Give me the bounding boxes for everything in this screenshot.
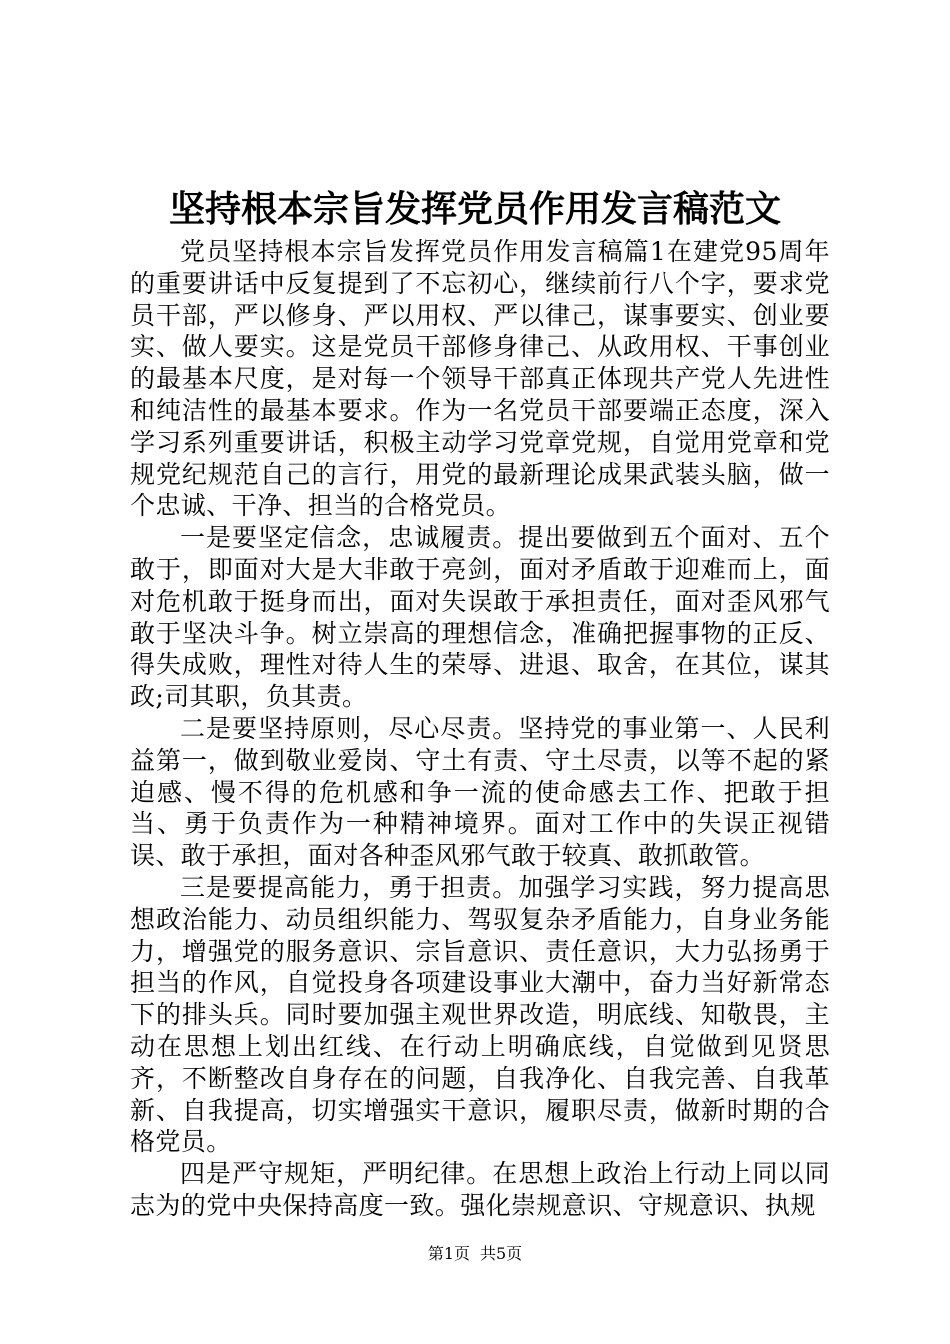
document-title: 坚持根本宗旨发挥党员作用发言稿范文	[168, 188, 781, 230]
paragraph-point-four: 四是严守规矩，严明纪律。在思想上政治上行动上同以同志为的党中央保持高度一致。强化崇规意识、守规意识、执规	[130, 1159, 830, 1220]
page-number-current: 第1页	[427, 1244, 470, 1263]
paragraph-point-one: 一是要坚定信念，忠诚履责。提出要做到五个面对、五个敢于，即面对大是大非敢于亮剑，面对矛盾敢于迎难而上，面对危机敢于挺身而出，面对失误敢于承担责任，面对歪风邪气敢于坚决斗争。树立崇高的理想信念，准确把握事物的正反、得失成败，理性对待人生的荣辱、进退、取舍，在其位，谋其政;司其职，负其责。	[130, 523, 830, 712]
page-number-total: 共5页	[480, 1244, 523, 1263]
paragraph-intro: 党员坚持根本宗旨发挥党员作用发言稿篇1在建党95周年的重要讲话中反复提到了不忘初心，继续前行八个字，要求党员干部，严以修身、严以用权、严以律己，谋事要实、创业要实、做人要实。这是党员干部修身律己、从政用权、干事创业的最基本尺度，是对每一个领导干部真正体现共产党人先进性和纯洁性的最基本要求。作为一名党员干部要端正态度，深入学习系列重要讲话，积极主动学习党章党规，自觉用党章和党规党纪规范自己的言行，用党的最新理论成果武装头脑，做一个忠诚、干净、担当的合格党员。	[130, 237, 830, 521]
paragraph-point-two: 二是要坚持原则，尽心尽责。坚持党的事业第一、人民利益第一，做到敬业爱岗、守土有责、守土尽责，以等不起的紧迫感、慢不得的危机感和争一流的使命感去工作、把敢于担当、勇于负责作为一种精神境界。面对工作中的失误正视错误、敢于承担，面对各种歪风邪气敢于较真、敢抓敢管。	[130, 713, 830, 871]
document-body	[130, 236, 830, 1220]
paragraph-point-three: 三是要提高能力，勇于担责。加强学习实践，努力提高思想政治能力、动员组织能力、驾驭复杂矛盾能力，自身业务能力，增强党的服务意识、宗旨意识、责任意识，大力弘扬勇于担当的作风，自觉投身各项建设事业大潮中，奋力当好新常态下的排头兵。同时要加强主观世界改造，明底线、知敬畏，主动在思想上划出红线、在行动上明确底线，自觉做到见贤思齐，不断整改自身存在的问题，自我净化、自我完善、自我革新、自我提高，切实增强实干意识，履职尽责，做新时期的合格党员。	[130, 872, 830, 1157]
page-footer	[0, 1244, 950, 1264]
